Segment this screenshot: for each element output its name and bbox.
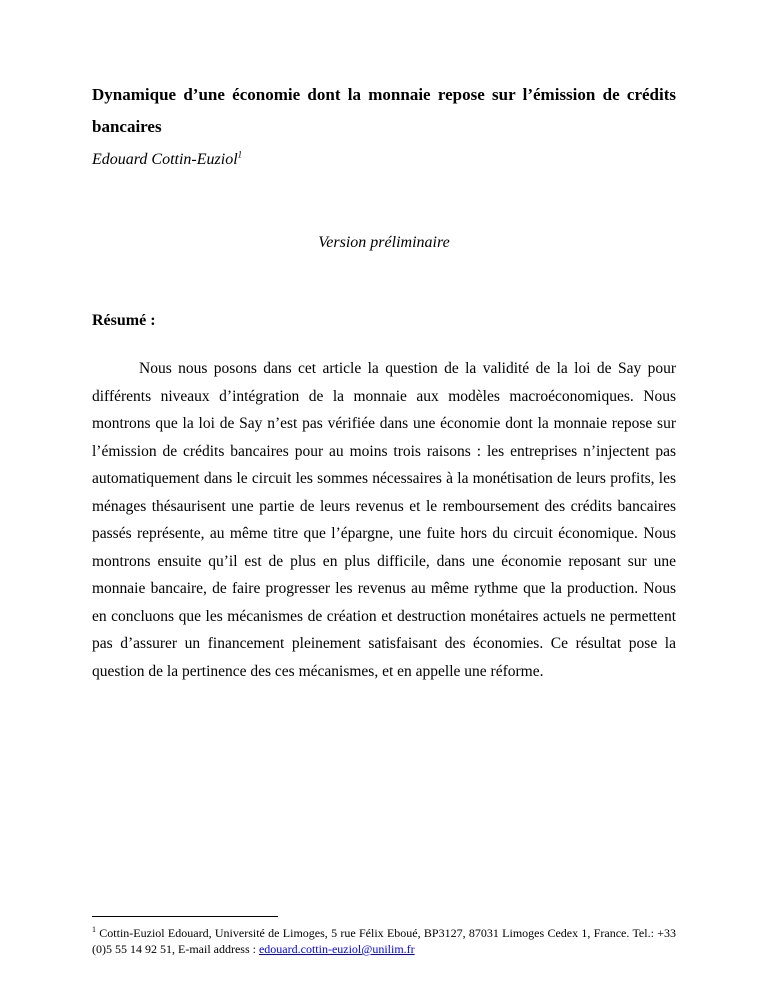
abstract-heading: Résumé : <box>92 312 156 329</box>
footnote-separator <box>92 916 278 917</box>
abstract-text: Nous nous posons dans cet article la question de la validité de la loi de Say pour différents niveaux d’intégration de la monnaie aux modèles macroéconomiques. Nous montrons que la loi de Say n’est pas vérifiée dans une économie dont la monnaie repose sur l’émission de crédits bancaires pour au moins trois raisons : les entreprises n’injectent pas automatiquement dans le circuit les sommes nécessaires à la monétisation de leurs profits, les ménages thésaurisent une partie de leurs revenus et le remboursement des crédits bancaires passés représente, au même titre que l’épargne, une fuite hors du circuit économique. Nous montrons ensuite qu’il est de plus en plus difficile, dans une économie reposant sur une monnaie bancaire, de faire progresser les revenus au même rythme que la production. Nous en concluons que les mécanismes de création et destruction monétaires actuels ne permettent pas d’assurer un financement pleinement satisfaisant des économies. Ce résultat pose la question de la pertinence des ces mécanismes, et en appelle une réforme. <box>92 360 676 680</box>
paper-title: Dynamique d’une économie dont la monnaie repose sur l’émission de crédits bancaires <box>92 85 676 136</box>
footnote <box>92 925 676 957</box>
author-footnote-marker: 1 <box>237 149 243 160</box>
author-name: Edouard Cottin-Euziol <box>92 151 238 168</box>
author-line <box>92 150 242 170</box>
footnote-marker: 1 <box>92 925 96 934</box>
version-label: Version préliminaire <box>318 234 450 251</box>
footnote-email-link[interactable]: edouard.cottin-euziol@unilim.fr <box>258 942 415 956</box>
footnote-text: Cottin-Euziol Edouard, Université de Limoges, 5 rue Félix Eboué, BP3127, 87031 Limoges Cedex 1, France. Tel.: +33 (0)5 55 14 92 51, E-mail address : <box>92 926 676 956</box>
